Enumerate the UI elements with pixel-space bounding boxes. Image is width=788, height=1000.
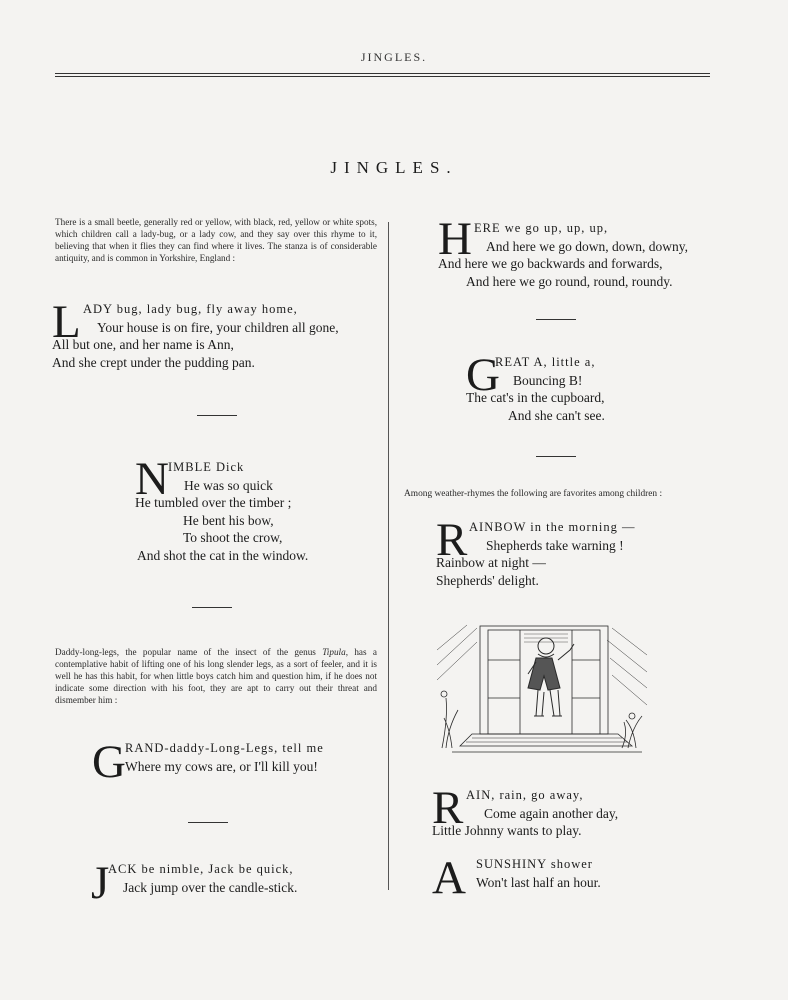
stanza-line: RAND-daddy-Long-Legs, tell me bbox=[125, 741, 324, 755]
drop-cap: G bbox=[466, 349, 500, 401]
drop-cap: N bbox=[135, 453, 169, 505]
drop-cap: A bbox=[432, 852, 466, 904]
ladybug-intro-note: There is a small beetle, generally red or yellow, with black, red, yellow or white spots, which children call a lady-bug, or a lady cow, and they say over this rhyme to it, believing that when it flies they can find where it lives. The stanza is of considerable antiquity, and is common in Yorkshire, England : bbox=[55, 217, 377, 263]
stanza-line: REAT A, little a, bbox=[495, 355, 596, 369]
stanza-line: And she crept under the pudding pan. bbox=[52, 354, 255, 370]
stanza-line: He was so quick bbox=[184, 477, 273, 493]
granddaddy-stanza bbox=[92, 736, 324, 788]
stanza-line: SUNSHINY shower bbox=[476, 857, 593, 871]
boy-in-doorway-illustration bbox=[432, 620, 654, 760]
drop-cap: L bbox=[52, 296, 81, 348]
stanza-line: And she can't see. bbox=[508, 407, 605, 423]
here-we-go-stanza bbox=[438, 213, 688, 290]
jack-stanza bbox=[91, 857, 298, 909]
drop-cap: R bbox=[436, 514, 468, 566]
nimble-dick-stanza bbox=[135, 453, 309, 564]
stanza-line: The cat's in the cupboard, bbox=[466, 390, 605, 405]
stanza-line: AINBOW in the morning — bbox=[469, 520, 636, 534]
rain-stanza bbox=[432, 782, 619, 840]
stanza-line: Shepherds' delight. bbox=[436, 572, 539, 588]
stanza-line: IMBLE Dick bbox=[168, 460, 245, 474]
stanza-line: ACK be nimble, Jack be quick, bbox=[108, 862, 294, 876]
drop-cap: J bbox=[91, 857, 110, 909]
stanza-line: ERE we go up, up, up, bbox=[474, 221, 609, 235]
drop-cap: H bbox=[438, 213, 472, 265]
great-a-stanza bbox=[466, 349, 605, 424]
sunshiny-stanza bbox=[432, 852, 601, 904]
stanza-line: Little Johnny wants to play. bbox=[432, 823, 582, 838]
stanza-separator bbox=[192, 607, 232, 608]
stanza-line: To shoot the crow, bbox=[183, 530, 283, 545]
page-title: JINGLES. bbox=[330, 158, 458, 177]
boy-figure bbox=[528, 638, 574, 716]
drop-cap: R bbox=[432, 782, 464, 834]
drop-cap: G bbox=[92, 736, 126, 788]
stanza-line: Come again another day, bbox=[484, 805, 619, 821]
stanza-line: He bent his bow, bbox=[183, 512, 274, 528]
running-head: JINGLES. bbox=[360, 50, 428, 64]
stanza-line: Rainbow at night — bbox=[436, 555, 546, 570]
stanza-line: And here we go backwards and forwards, bbox=[438, 256, 663, 271]
stanza-line: All but one, and her name is Ann, bbox=[52, 337, 234, 352]
stanza-line: He tumbled over the timber ; bbox=[135, 495, 292, 510]
stanza-separator bbox=[536, 456, 576, 457]
column-divider bbox=[388, 222, 389, 890]
stanza-line: And shot the cat in the window. bbox=[137, 547, 309, 563]
stanza-separator bbox=[188, 822, 228, 823]
stanza-line: And here we go down, down, downy, bbox=[486, 238, 688, 254]
stanza-line: Your house is on fire, your children all gone, bbox=[97, 319, 339, 335]
stanza-line: Shepherds take warning ! bbox=[486, 537, 624, 553]
ladybug-stanza bbox=[52, 296, 339, 371]
header-rule bbox=[55, 73, 710, 77]
stanza-separator bbox=[197, 415, 237, 416]
stanza-line: Where my cows are, or I'll kill you! bbox=[125, 758, 318, 774]
stanza-line: And here we go round, round, roundy. bbox=[466, 273, 673, 289]
stanza-line: Won't last half an hour. bbox=[476, 874, 601, 890]
stanza-line: ADY bug, lady bug, fly away home, bbox=[83, 302, 298, 316]
stanza-line: AIN, rain, go away, bbox=[466, 788, 584, 802]
daddy-long-legs-note: Daddy-long-legs, the popular name of the insect of the genus Tipula, has a contemplative habit of lifting one of his long slender legs, as a sort of feeler, and it is well he has this habit, for when little boys catch him and question him, if he does not indicate some direction with his foot, they are apt to carry out their threat and dismember him : bbox=[55, 647, 377, 705]
rainbow-stanza bbox=[436, 514, 636, 589]
stanza-line: Bouncing B! bbox=[513, 372, 583, 388]
weather-rhymes-note: Among weather-rhymes the following are favorites among children : bbox=[404, 489, 663, 499]
stanza-separator bbox=[536, 319, 576, 320]
stanza-line: Jack jump over the candle-stick. bbox=[123, 879, 298, 895]
